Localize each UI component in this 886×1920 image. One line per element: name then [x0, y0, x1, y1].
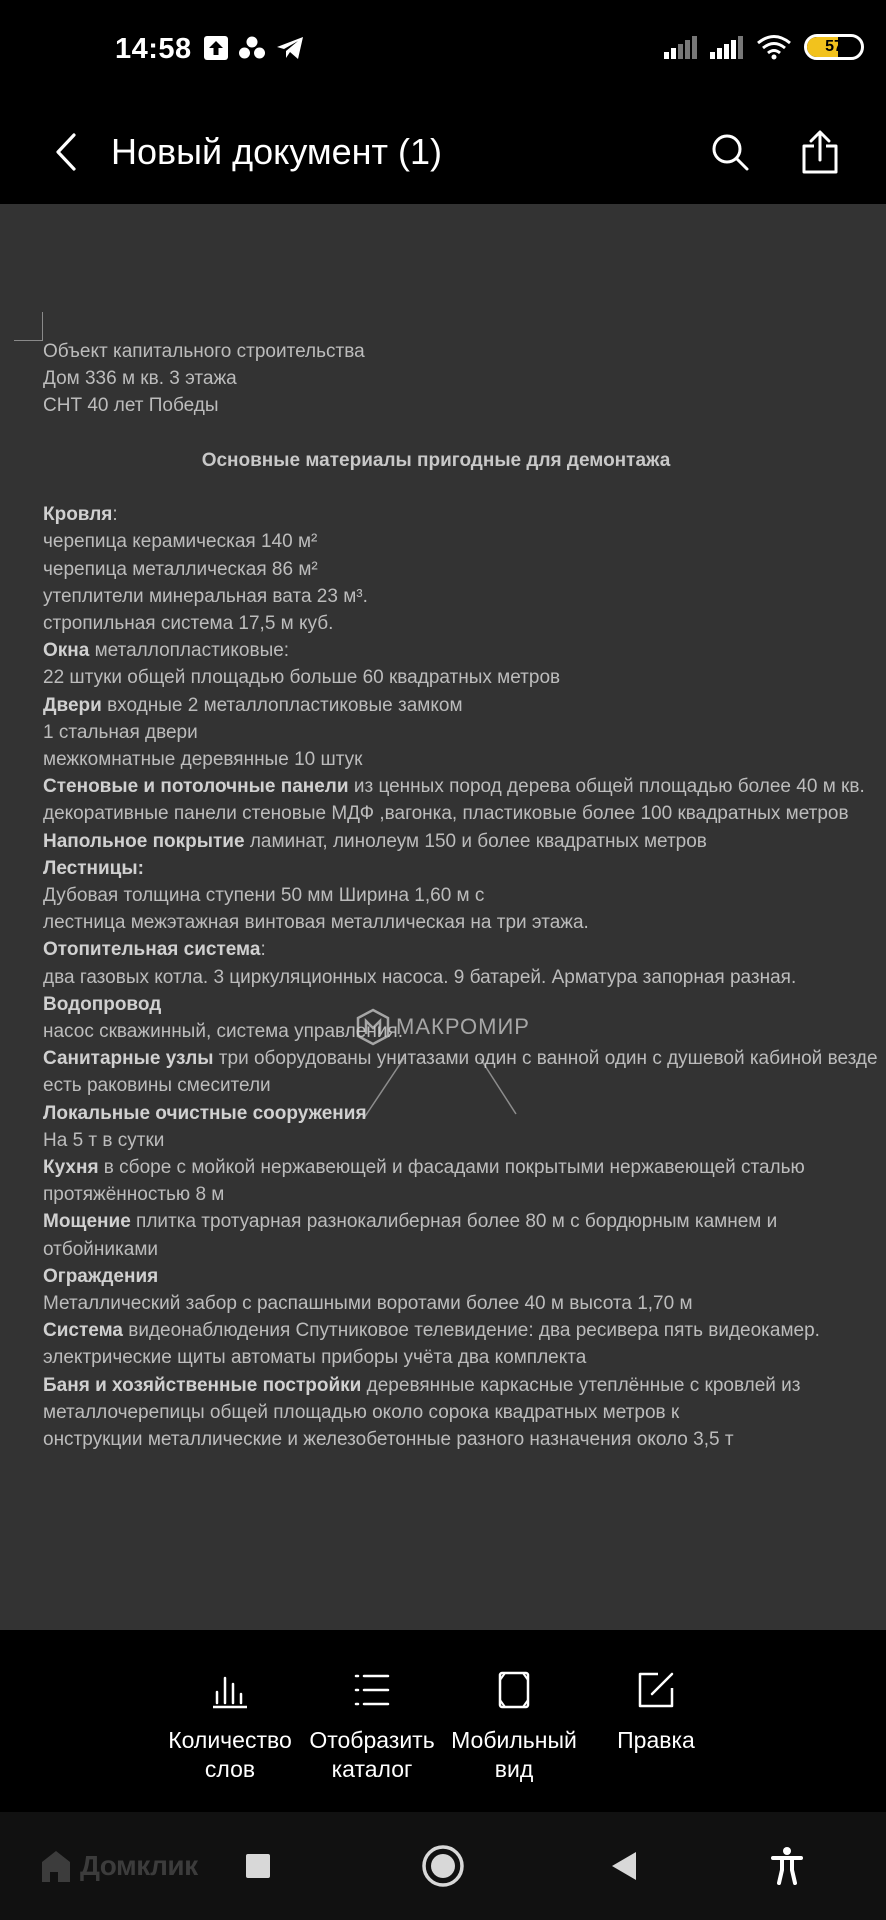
wifi-icon [756, 34, 792, 60]
system-nav-bar [0, 1812, 886, 1920]
page-corner-mark [14, 312, 43, 341]
document-content [43, 338, 879, 1453]
status-time: 14:58 [115, 33, 192, 65]
doc-line: два газовых котла. 3 циркуляционных насоса. 9 батарей. Арматура запорная разная. [43, 966, 797, 988]
share-button[interactable] [796, 120, 844, 184]
doc-section-heating: Отопительная система: [43, 939, 266, 961]
home-button[interactable] [413, 1836, 473, 1896]
word-count-button[interactable] [160, 1664, 300, 1784]
share-icon [800, 130, 840, 174]
section-label: Локальные очистные сооружения [43, 1102, 367, 1124]
status-notification-icons [204, 36, 304, 60]
watermark-lines [340, 1044, 540, 1124]
section-label: Отопительная система [43, 939, 261, 961]
doc-line: черепица металлическая 86 м² [43, 558, 318, 580]
brand-text: Домклик [80, 1850, 198, 1881]
watermark-logo-icon [356, 1008, 390, 1046]
doc-line: лестница межэтажная винтовая металлическая на три этажа. [43, 912, 589, 934]
doc-section-windows: Окна металлопластиковые: [43, 640, 290, 662]
section-label: Кровля [43, 504, 113, 526]
bar-chart-icon [210, 1670, 250, 1710]
doc-section-sanitary: Санитарные узлы три оборудованы унитазами один с ванной один с душевой кабиной везде есть раковины смесители [43, 1048, 878, 1097]
upload-notification-icon [204, 36, 228, 60]
edit-button[interactable] [586, 1664, 726, 1755]
home-circle-icon [421, 1844, 465, 1888]
accessibility-button[interactable] [757, 1836, 817, 1896]
section-label: Санитарные узлы [43, 1048, 214, 1070]
doc-heading: Основные материалы пригодные для демонтажа [201, 449, 671, 471]
tool-label: каталог [331, 1756, 413, 1782]
doc-section-floor: Напольное покрытие ламинат, линолеум 150 и более квадратных метров [43, 830, 707, 852]
status-bar [0, 0, 886, 100]
doc-line: декоративные панели стеновые МДФ ,вагонка, пластиковые более 100 квадратных метров [43, 803, 849, 825]
doc-section-stairs [43, 855, 879, 882]
section-label: Стеновые и потолочные панели [43, 776, 349, 798]
section-label: Система [43, 1320, 123, 1342]
doc-line: черепица керамическая 140 м² [43, 531, 318, 553]
section-label: Кухня [43, 1157, 99, 1179]
doc-section-kitchen: Кухня в сборе с мойкой нержавеющей и фасадами покрытыми нержавеющей сталью протяжённостью 8 м [43, 1157, 805, 1206]
square-icon [244, 1852, 272, 1880]
signal-icon [664, 35, 698, 59]
doc-line: Металлический забор с распашными воротами более 40 м высота 1,70 м [43, 1293, 693, 1315]
doc-line: насос скважинный, система управления. [43, 1021, 403, 1043]
doc-line: стропильная система 17,5 м куб. [43, 613, 334, 634]
telegram-icon [276, 36, 304, 60]
tool-label: слов [204, 1756, 256, 1782]
edit-icon [636, 1670, 676, 1710]
dots-app-icon [238, 36, 266, 60]
section-label: Баня и хозяйственные постройки [43, 1374, 362, 1396]
recents-button[interactable] [228, 1836, 288, 1896]
tool-label: Правка [617, 1727, 695, 1753]
search-icon [710, 132, 750, 172]
doc-section-panels: Стеновые и потолочные панели из ценных пород дерева общей площадью более 40 м кв. [43, 776, 865, 798]
watermark-text: МАКРОМИР [396, 1014, 530, 1039]
brand-watermark [38, 1848, 198, 1884]
back-button[interactable] [46, 122, 86, 182]
doc-line: 1 стальная двери [43, 721, 198, 743]
doc-section-sauna: Баня и хозяйственные постройки деревянные каркасные утеплённые с кровлей из металлочерепицы общей площадью около сорока квадратных метров к [43, 1374, 801, 1423]
doc-line: 22 штуки общей площадью больше 60 квадратных метров [43, 667, 561, 689]
mobile-view-button[interactable] [444, 1664, 584, 1784]
doc-line: Дубовая толщина ступени 50 мм Ширина 1,60 м с [43, 885, 485, 907]
frame-icon [497, 1670, 531, 1710]
battery-indicator [804, 34, 864, 60]
section-label: Напольное покрытие [43, 830, 245, 852]
doc-line: утеплители минеральная вата 23 м³. [43, 585, 368, 607]
signal-icon [710, 35, 744, 59]
doc-section-paving: Мощение плитка тротуарная разнокалиберная более 80 м с бордюрным камнем и отбойниками [43, 1211, 778, 1260]
search-button[interactable] [706, 122, 754, 182]
section-label: Ограждения [43, 1265, 159, 1287]
section-label: Водопровод [43, 993, 162, 1015]
section-label: Мощение [43, 1211, 131, 1233]
document-title: Новый документ (1) [111, 131, 443, 172]
watermark [356, 1008, 530, 1046]
tool-label: Количество [168, 1727, 292, 1753]
doc-section-roof: Кровля: [43, 504, 118, 526]
back-nav-button[interactable] [594, 1836, 654, 1896]
doc-section-system: Система видеонаблюдения Спутниковое телевидение: два ресивера пять видеокамер. [43, 1320, 820, 1342]
list-icon [352, 1672, 392, 1708]
show-catalog-button[interactable] [302, 1664, 442, 1784]
doc-line: Дом 336 м кв. 3 этажа [43, 368, 237, 390]
brand-house-icon [38, 1848, 74, 1884]
triangle-back-icon [609, 1850, 639, 1882]
document-view[interactable] [0, 204, 886, 1630]
app-bar [0, 100, 886, 204]
section-label: Лестницы: [43, 857, 144, 879]
chevron-left-icon [54, 133, 78, 171]
accessibility-icon [770, 1846, 804, 1886]
doc-line: СНТ 40 лет Победы [43, 395, 219, 417]
tool-label: вид [494, 1756, 534, 1782]
doc-section-doors: Двери входные 2 металлопластиковые замком [43, 694, 463, 716]
doc-line: межкомнатные деревянные 10 штук [43, 749, 363, 771]
tool-label: Мобильный [451, 1727, 577, 1753]
doc-line: электрические щиты автоматы приборы учёта два комплекта [43, 1347, 587, 1369]
doc-line: онструкции металлические и железобетонные разного назначения около 3,5 т [43, 1429, 734, 1451]
doc-line: На 5 т в сутки [43, 1129, 165, 1151]
doc-section-fence [43, 1263, 879, 1290]
section-label: Окна [43, 640, 90, 662]
battery-level: 57 [825, 38, 843, 55]
doc-line: Объект капитального строительства [43, 341, 365, 362]
status-system-icons [664, 34, 864, 60]
section-label: Двери [43, 694, 102, 716]
tool-label: Отобразить [309, 1727, 435, 1753]
bottom-toolbar [0, 1630, 886, 1812]
